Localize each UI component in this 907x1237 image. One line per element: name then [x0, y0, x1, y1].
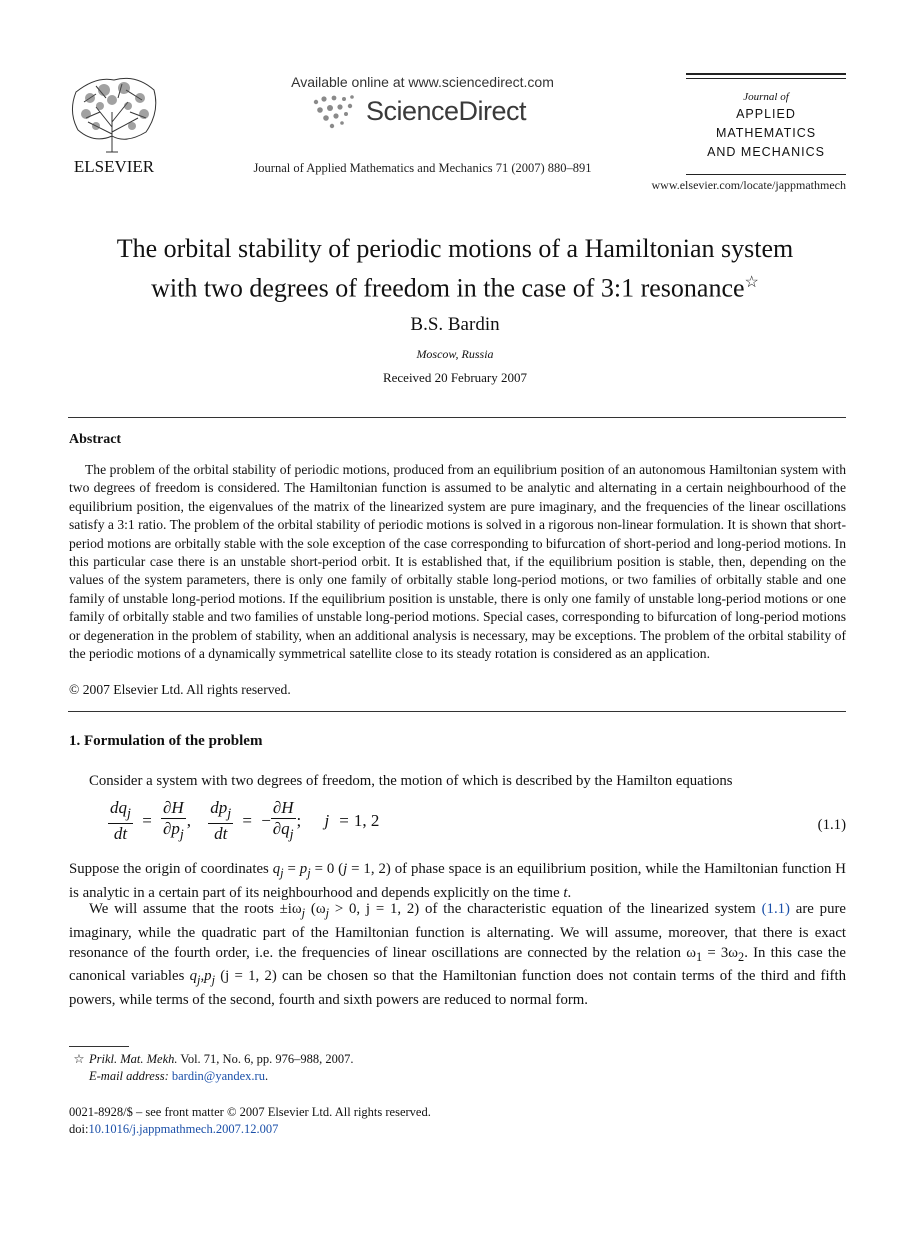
- footnote-rule: [69, 1046, 129, 1047]
- footnote-email: E-mail address: bardin@yandex.ru.: [89, 1069, 269, 1083]
- divider-bottom: [68, 711, 846, 712]
- received-date: Received 20 February 2007: [382, 370, 528, 385]
- paragraph-2: We will assume that the roots $\pm i\omega_j$ ($\omega_j > 0$, j = 1, 2) of the characteristic equation of the linearized system (1.1) are pure imaginary, while the quadratic part of the Hamiltonian function is alternating. We will assume, moreover, that there is exact resonance of the fourth order, i.e. the frequencies of linear oscillations are connected by the relation $\omega_1 = 3\omega_2$. In this case the canonical variables $q_j,p_j$ (j = 1, 2) can be chosen so that the Hamiltonian function does not contain terms of the third and fifth powers, while terms of the second, fourth and sixth powers are reduced to normal form.: [69, 901, 846, 1009]
- elsevier-logo: [66, 72, 162, 176]
- section-heading: 1. Formulation of the problem: [69, 733, 263, 749]
- journal-name-line-2: MATHEMATICS: [715, 126, 817, 140]
- journal-title-box: [686, 73, 846, 179]
- equation-hamilton: $\frac{dq_j}{dt}$ = $\frac{\partial H}{\partial p_j}$ , $\frac{dp_j}{dt}$ = − $\frac{\partial H}{\partial q_j}$ ; j = 1, 2: [110, 798, 380, 844]
- section-intro: Consider a system with two degrees of freedom, the motion of which is described by the Hamilton equations: [89, 773, 733, 789]
- journal-citation: Journal of Applied Mathematics and Mechanics 71 (2007) 880–891: [253, 161, 592, 175]
- issn-line: 0021-8928/$ – see front matter © 2007 Elsevier Ltd. All rights reserved.: [69, 1105, 431, 1119]
- equation-ref-link[interactable]: (1.1): [761, 901, 790, 917]
- sciencedirect-wordmark: ScienceDirect: [366, 96, 527, 126]
- sciencedirect-dots-icon: [308, 94, 364, 134]
- doi-line: doi:10.1016/j.jappmathmech.2007.12.007: [69, 1122, 279, 1136]
- available-online: Available online at www.sciencedirect.com: [291, 74, 554, 90]
- author-name: B.S. Bardin: [410, 314, 500, 335]
- title-line-2: with two degrees of freedom in the case of 3:1 resonance: [151, 273, 745, 303]
- sciencedirect-logo: [308, 94, 548, 134]
- publisher-name: ELSEVIER: [73, 157, 155, 176]
- journal-of: Journal of: [743, 91, 789, 103]
- journal-url[interactable]: www.elsevier.com/locate/jappmathmech: [651, 178, 846, 192]
- journal-name-line-3: AND MECHANICS: [707, 145, 825, 159]
- abstract-heading: Abstract: [69, 432, 122, 447]
- divider-top: [68, 417, 846, 418]
- email-link[interactable]: bardin@yandex.ru: [171, 1069, 265, 1083]
- title-footnote-star[interactable]: ☆: [744, 274, 759, 291]
- paragraph-1: Suppose the origin of coordinates $q_j = p_j = 0$ (j = 1, 2) of phase space is an equilibrium position, while the Hamiltonian function H is analytic in a certain part of its neighbourhood and depends explicitly on the time t.: [69, 861, 846, 901]
- abstract-text: The problem of the orbital stability of periodic motions, produced from an equilibrium position of an autonomous Hamiltonian system with two degrees of freedom is considered. The Hamiltonian function is assumed to be analytic and alternating in a certain neighbourhood of the equilibrium position, the eigenvalues of the matrix of the linearized system are pure imaginary, and the frequencies of the linear oscillations satisfy a 3:1 ratio. The problem of the orbital stability of periodic motions is solved in a rigorous non-linear formulation. It is shown that short-period motions are orbitally stable with the sole exception of the case corresponding to bifurcation of short-period and long-period motions. In this particular case there is an unstable short-period orbit. It is established that, if the equilibrium position is stable, then, depending on the values of the system parameters, there is only one family of orbitally stable long-period motions, or two families of orbitally stable and one family of unstable long-period motions. If the equilibrium position is unstable, there is only one family of unstable long-period motions or one family of orbitally stable and two families of unstable long-period motions. Special cases, corresponding to bifurcation of long-period motions or degeneration in the problem of stability, when an additional analysis is necessary, may be exceptions. The problem of the orbital stability of the periodic motions of a dynamically symmetrical satellite close to its steady rotation is considered as an application.: [69, 462, 846, 662]
- footnote-1: ☆ Prikl. Mat. Mekh. Vol. 71, No. 6, pp. 976–988, 2007.: [73, 1052, 354, 1066]
- equation-number: (1.1): [817, 817, 846, 833]
- journal-name-line-1: APPLIED: [736, 107, 796, 121]
- doi-link[interactable]: 10.1016/j.jappmathmech.2007.12.007: [88, 1122, 279, 1136]
- title-line-1: The orbital stability of periodic motions of a Hamiltonian system: [116, 234, 794, 263]
- affiliation: Moscow, Russia: [416, 347, 494, 361]
- article-title: [60, 232, 850, 306]
- abstract-copyright: © 2007 Elsevier Ltd. All rights reserved.: [69, 682, 291, 697]
